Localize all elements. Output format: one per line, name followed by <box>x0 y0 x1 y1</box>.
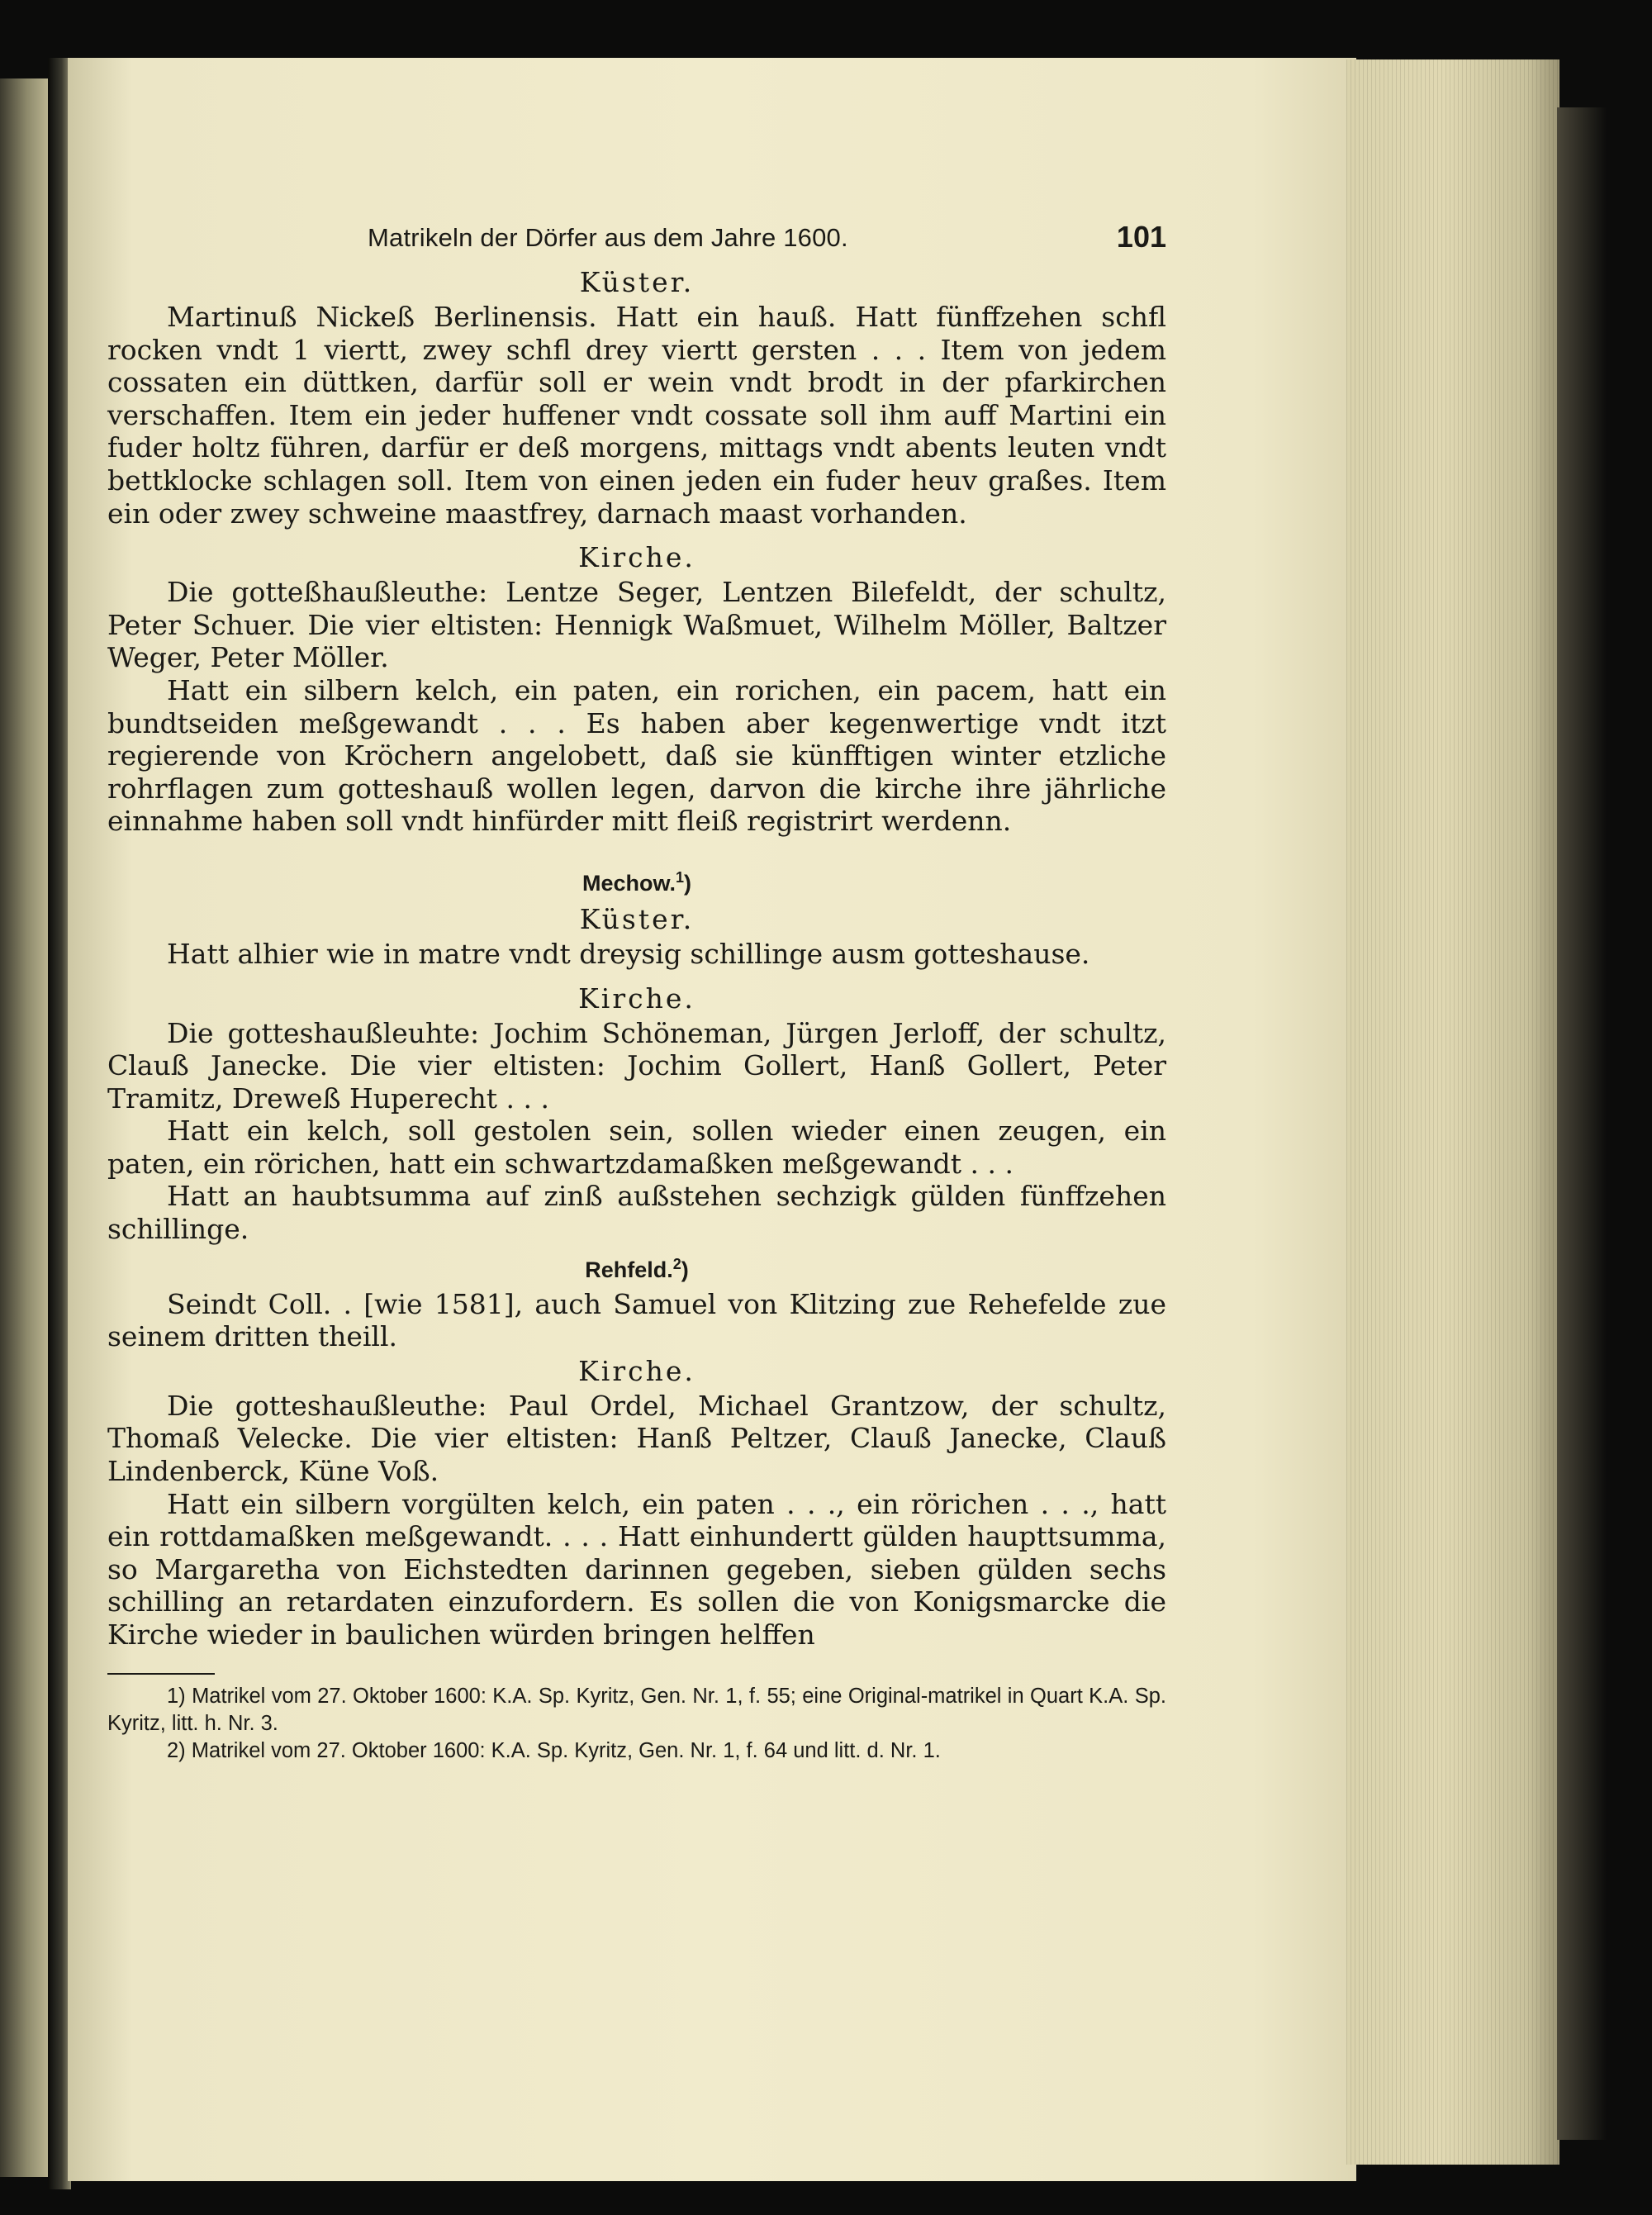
section-heading-kirche: Kirche. <box>578 1354 695 1387</box>
footnote-text: Matrikel vom 27. Oktober 1600: K.A. Sp. Kyritz, Gen. Nr. 1, f. 55; eine Original-matrikel in Quart K.A. Sp. Kyritz, litt. h. Nr. 3. <box>107 1684 1166 1735</box>
section-heading-kuester: Küster. <box>579 266 695 298</box>
section-heading-kirche: Kirche. <box>578 541 695 574</box>
page-number: 101 <box>1116 220 1166 254</box>
previous-page-edge <box>0 78 50 2177</box>
paragraph-mechow-kirche-3: Hatt an haubtsumma auf zinß außstehen sechzigk gülden fünffzehen schillinge. <box>107 1180 1166 1246</box>
place-name: Rehfeld. <box>585 1257 673 1282</box>
footnote-ref: 1 <box>676 868 685 886</box>
paragraph-kuester: Martinuß Nickeß Berlinensis. Hatt ein hauß. Hatt fünffzehen schfl rocken vndt 1 viertt, zwey schfl drey viertt gersten . . . Item von jedem cossaten ein düttken, darfür soll er wein vndt brodt in der pfarkirchen verschaffen. Item ein jeder huffener vndt cossate soll ihm auff Martini ein fuder holtz führen, darfür er deß morgens, mittags vndt abents leuten vndt bettklocke schlagen soll. Item von einen jeden ein fuder heuv graßes. Item ein oder zwey schweine maastfrey, darnach maast vorhanden. <box>107 301 1166 530</box>
footnote-text: Matrikel vom 27. Oktober 1600: K.A. Sp. Kyritz, Gen. Nr. 1, f. 64 und litt. d. Nr. 1. <box>191 1738 941 1762</box>
footnote-marker: 2) <box>167 1738 186 1762</box>
page-text <box>107 198 1166 1765</box>
footnote-marker: 1) <box>167 1684 186 1708</box>
paragraph-mechow-kirche-1: Die gotteshaußleuhte: Jochim Schöneman, Jürgen Jerloff, der schultz, Clauß Janecke. Die vier eltisten: Jochim Gollert, Hanß Gollert, Peter Tramitz, Dreweß Huperecht . . . <box>107 1016 1166 1115</box>
book-cover-edge <box>1557 107 1607 2140</box>
paragraph-kirche-1: Die gotteßhaußleuthe: Lentze Seger, Lentzen Bilefeldt, der schultz, Peter Schuer. Die vier eltisten: Hennigk Waßmuet, Wilhelm Möller, Baltzer Weger, Peter Möller. <box>107 576 1166 674</box>
paragraph-mechow-kirche-2: Hatt ein kelch, soll gestolen sein, sollen wieder einen zeugen, ein paten, ein rörichen, hatt ein schwartzdamaßken meßgewandt . . . <box>107 1115 1166 1180</box>
footnote-2 <box>107 1737 1166 1765</box>
footnote-rule <box>107 1673 215 1675</box>
place-heading-mechow: Mechow.$^1$) <box>582 868 692 896</box>
page-edges <box>1346 59 1559 2165</box>
running-head <box>107 198 1166 264</box>
place-heading-rehfeld: Rehfeld.$^2$) <box>585 1255 689 1282</box>
paragraph-rehfeld-kirche-2: Hatt ein silbern vorgülten kelch, ein paten . . ., ein rörichen . . ., hatt ein rottdamaßken meßgewandt. . . . Hatt einhundertt gülden haupttsumma, so Margaretha von Eichstedten darinnen gegeben, sieben gülden sechs schilling an retardaten einzufordern. Es sollen die von Konigsmarcke die Kirche wieder in baulichen würden bringen helffen <box>107 1487 1166 1651</box>
place-name: Mechow. <box>582 870 676 896</box>
paragraph-kirche-2: Hatt ein silbern kelch, ein paten, ein rorichen, ein pacem, hatt ein bundtseiden meßgewandt . . . Es haben aber kegenwertige vndt itzt regierende von Kröchern angelobett, daß sie künfftigen winter etzliche rohrflagen zum gotteshauß wollen legen, darvon die kirche ihre jährliche einnahme haben soll vndt hinfürder mitt fleiß registrirt werdenn. <box>107 673 1166 838</box>
footnote-1 <box>107 1683 1166 1737</box>
running-title: Matrikeln der Dörfer aus dem Jahre 1600. <box>368 223 848 252</box>
paragraph-rehfeld-intro: Seindt Coll. . [wie 1581], auch Samuel von Klitzing zue Rehefelde zue seinem dritten theill. <box>107 1287 1166 1353</box>
section-heading-kirche: Kirche. <box>578 982 695 1015</box>
footnote-ref: 2 <box>672 1255 681 1272</box>
paragraph-mechow-kuester: Hatt alhier wie in matre vndt dreysig schillinge ausm gotteshause. <box>167 937 1090 970</box>
paragraph-rehfeld-kirche-1: Die gotteshaußleuthe: Paul Ordel, Michael Grantzow, der schultz, Thomaß Velecke. Die vier eltisten: Hanß Peltzer, Clauß Janecke, Clauß Lindenberck, Küne Voß. <box>107 1389 1166 1488</box>
section-heading-kuester: Küster. <box>579 902 695 935</box>
